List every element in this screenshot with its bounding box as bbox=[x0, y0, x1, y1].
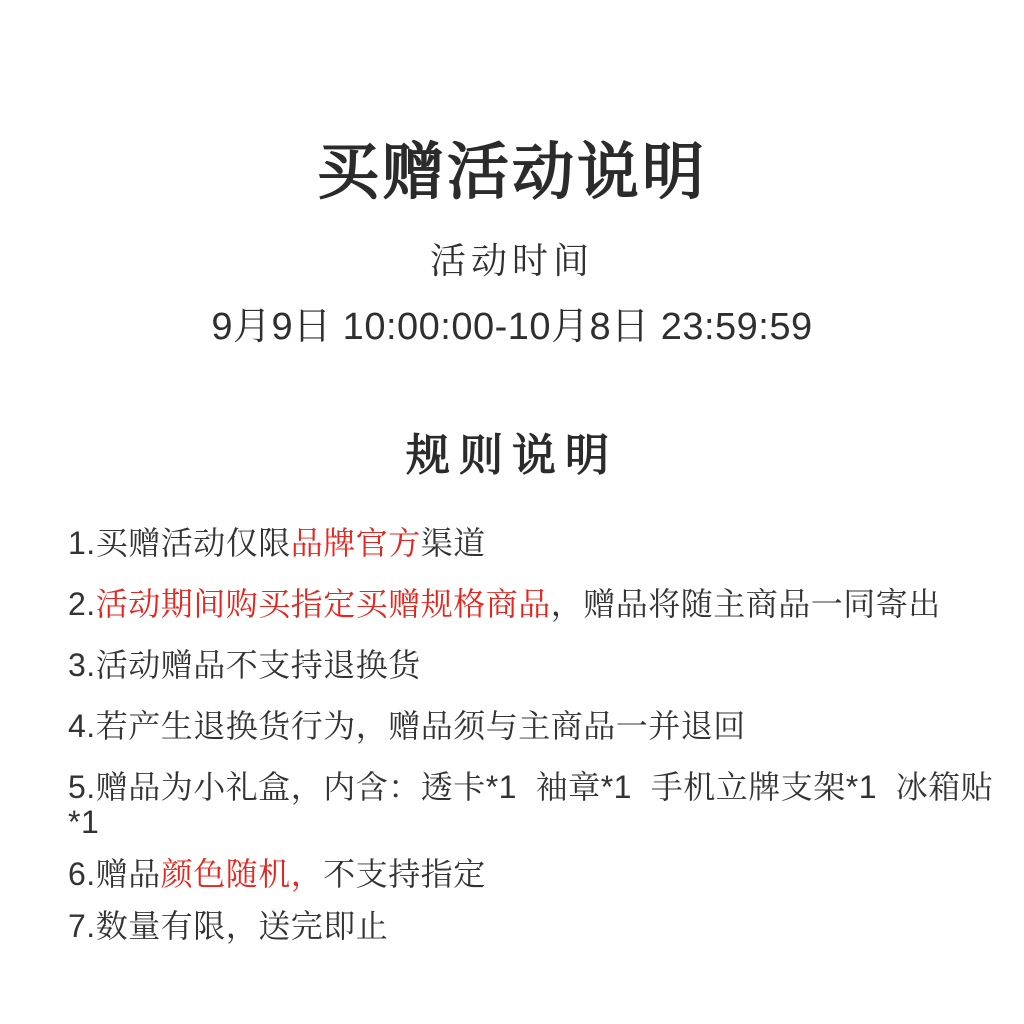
rule-text-highlight: 颜色随机， bbox=[160, 856, 324, 892]
rule-text: 6.赠品 bbox=[68, 856, 161, 892]
page-title: 买赠活动说明 bbox=[316, 138, 707, 207]
rule-item bbox=[68, 857, 1014, 892]
rule-text: ，赠品将随主商品一同寄出 bbox=[550, 586, 941, 622]
rule-text: 7.数量有限，送完即止 bbox=[68, 908, 389, 944]
rule-item bbox=[68, 709, 1014, 744]
rule-text: 不支持指定 bbox=[323, 856, 486, 892]
rule-text-highlight: 活动期间购买指定买赠规格商品 bbox=[95, 586, 551, 622]
rule-item bbox=[68, 648, 1014, 683]
activity-time-range: 9月9日 10:00:00-10月8日 23:59:59 bbox=[211, 306, 813, 348]
activity-time-label: 活动时间 bbox=[429, 240, 594, 281]
rule-item bbox=[68, 526, 1014, 561]
rules-list bbox=[0, 526, 1024, 944]
rule-text: 渠道 bbox=[420, 525, 486, 561]
rule-text: 1.买赠活动仅限 bbox=[68, 525, 291, 561]
rule-text: 2. bbox=[68, 586, 96, 622]
rule-item bbox=[68, 909, 1014, 944]
rule-item bbox=[68, 770, 1014, 840]
rule-text: 4.若产生退换货行为，赠品须与主商品一并退回 bbox=[68, 708, 746, 744]
rule-text-highlight: 品牌官方 bbox=[290, 525, 421, 561]
rules-section-title: 规则说明 bbox=[406, 431, 618, 480]
rule-text: 5.赠品为小礼盒，内含：透卡*1 袖章*1 手机立牌支架*1 冰箱贴*1 bbox=[68, 769, 994, 840]
rule-item bbox=[68, 587, 1014, 622]
rule-text: 3.活动赠品不支持退换货 bbox=[68, 647, 421, 683]
